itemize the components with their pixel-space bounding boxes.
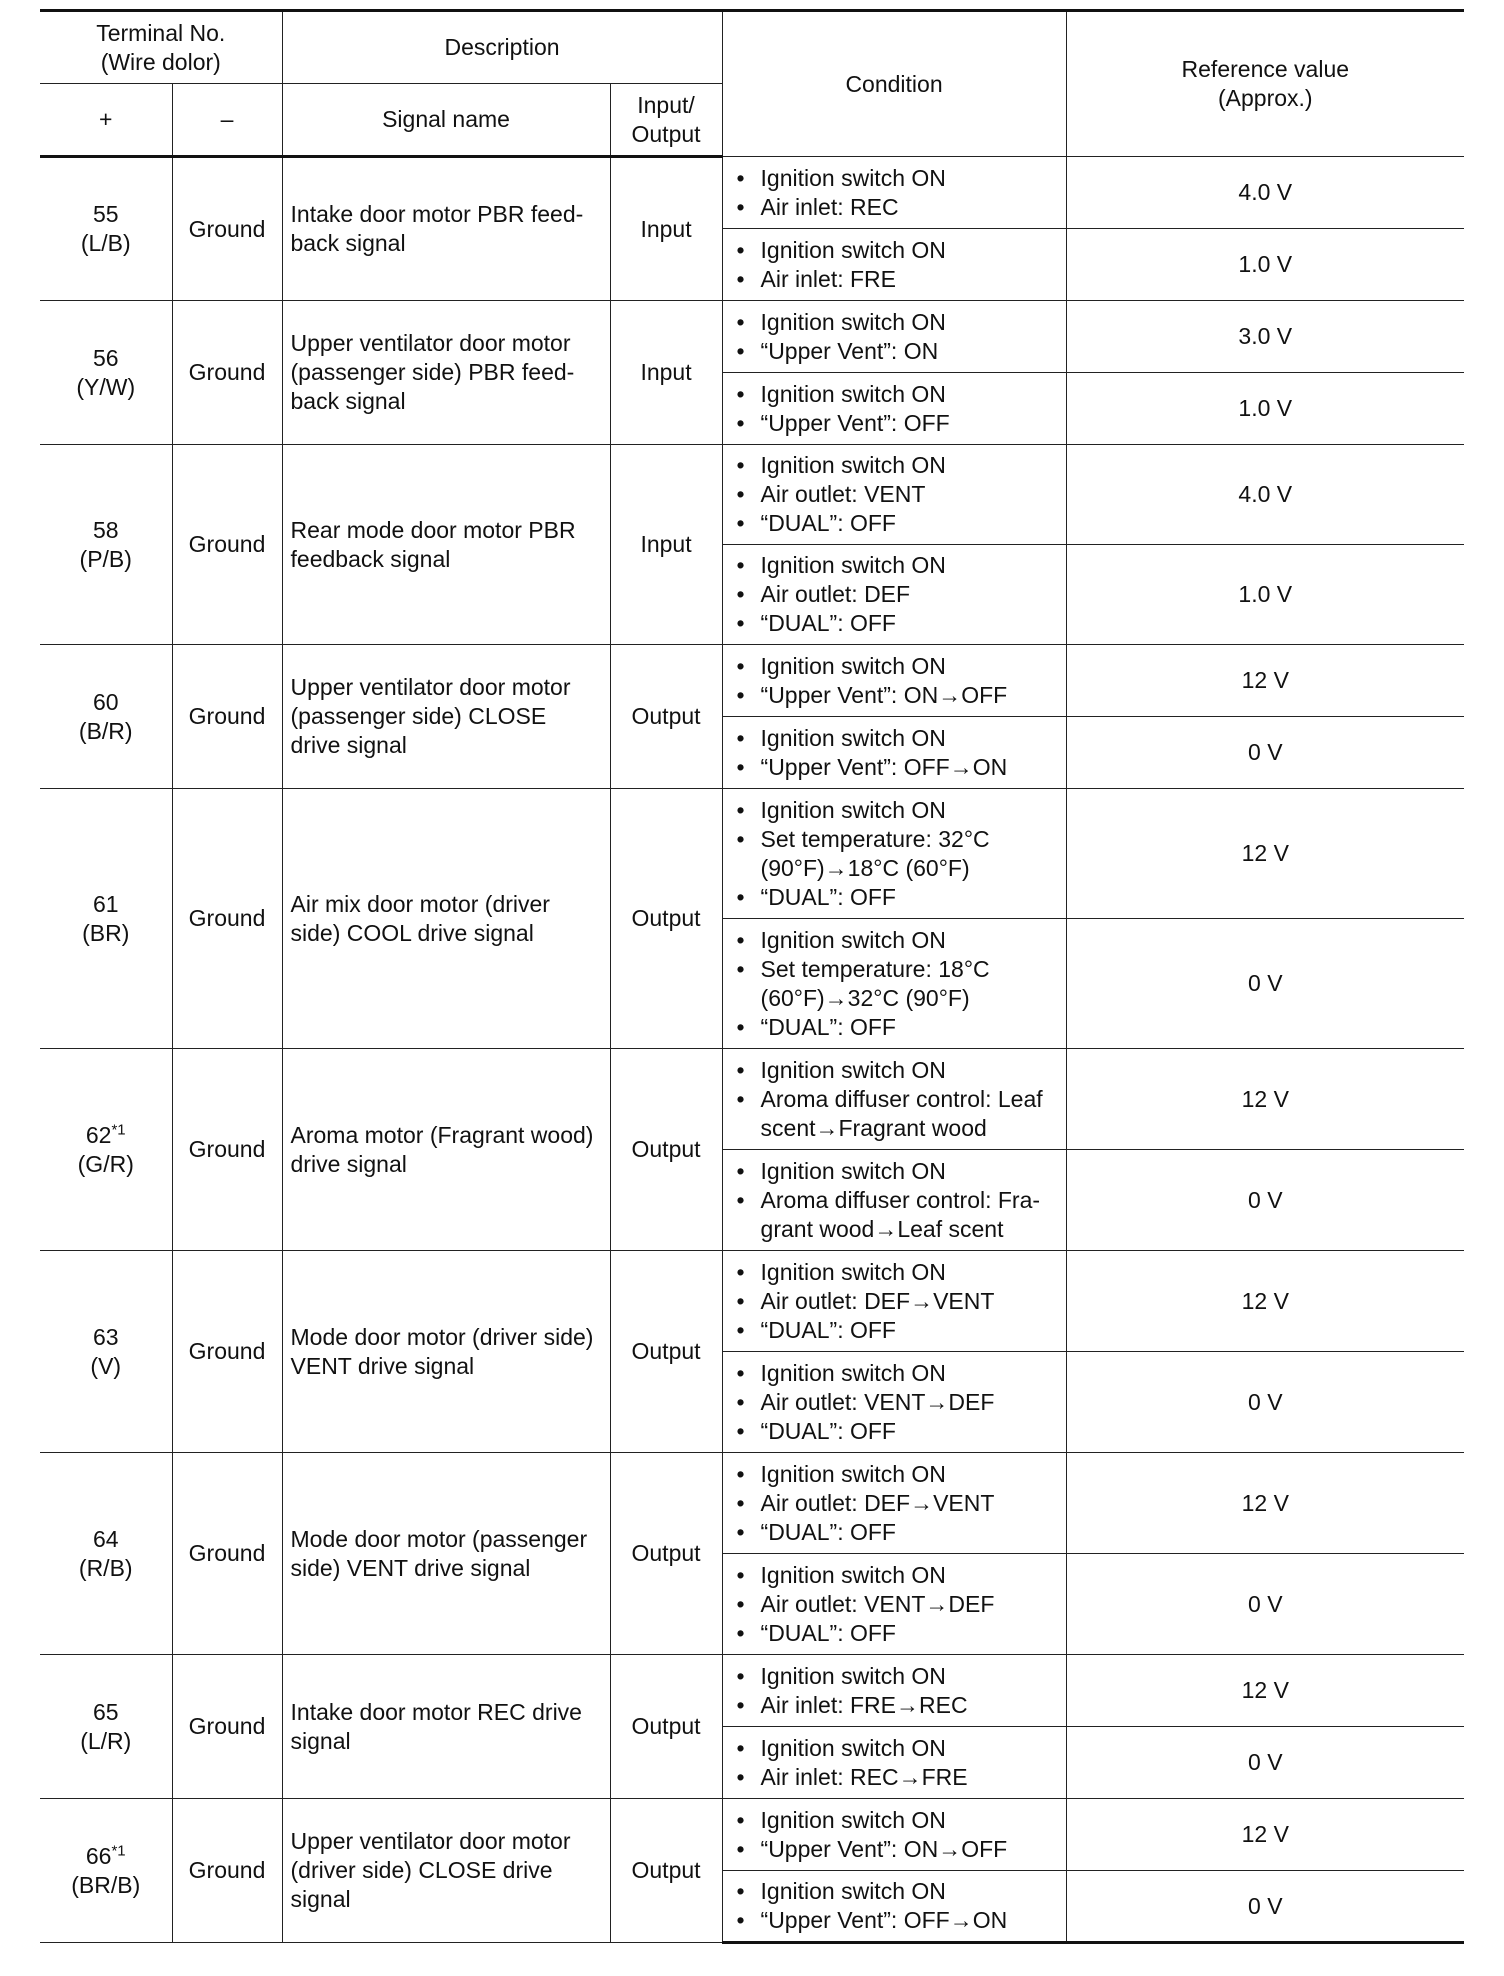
header-terminal-no-label: Terminal No. [96,19,226,46]
condition-cell [722,1554,1066,1655]
header-terminal-no [40,11,282,84]
condition-item: • Ignition switch ON [731,551,1058,580]
reference-value-cell: 0 V [1066,1871,1464,1943]
condition-list [731,1157,1058,1244]
header-plus: + [40,84,172,157]
condition-list [731,926,1058,1042]
condition-cell [722,1727,1066,1799]
condition-item: • Air outlet: DEF [731,580,1058,609]
condition-cell [722,1453,1066,1554]
condition-cell [722,1150,1066,1251]
signal-name-cell: Upper ventilator door motor (passenger side) PBR feed-back signal [282,301,610,445]
condition-item: • Air outlet: VENT→DEF [731,1590,1058,1619]
terminal-cell [40,789,172,1049]
reference-value-cell: 4.0 V [1066,445,1464,545]
ground-cell: Ground [172,789,282,1049]
table-row [40,301,1464,373]
reference-value-cell: 12 V [1066,789,1464,919]
terminal-cell [40,1049,172,1251]
ground-cell: Ground [172,1799,282,1943]
condition-item: • Air outlet: VENT [731,480,1058,509]
signal-name-cell: Rear mode door motor PBR feedback signal [282,445,610,645]
condition-cell [722,1049,1066,1150]
wire-color: (BR/B) [71,1871,141,1898]
io-cell: Output [610,1251,722,1453]
condition-cell [722,1352,1066,1453]
reference-value-cell: 12 V [1066,1799,1464,1871]
condition-item: • Set temperature: 18°C (60°F)→32°C (90°F) [731,955,1058,1013]
terminal-cell [40,1453,172,1655]
io-cell: Output [610,645,722,789]
io-cell: Output [610,789,722,1049]
condition-item: • Ignition switch ON [731,926,1058,955]
ground-cell: Ground [172,157,282,301]
terminal-cell [40,1251,172,1453]
signal-name-cell: Mode door motor (driver side) VENT drive signal [282,1251,610,1453]
wire-color: (G/R) [77,1150,134,1177]
ground-cell: Ground [172,1251,282,1453]
wire-color: (V) [90,1352,122,1379]
ground-cell: Ground [172,645,282,789]
condition-cell [722,1655,1066,1727]
header-minus: – [172,84,282,157]
terminal-number: 61 [92,890,119,917]
ground-cell: Ground [172,1655,282,1799]
condition-item: • “DUAL”: OFF [731,1013,1058,1042]
condition-item: • “Upper Vent”: OFF [731,409,1058,438]
condition-item: • Ignition switch ON [731,724,1058,753]
condition-cell [722,1871,1066,1943]
header-reference-value-label: Reference value [1181,56,1350,82]
reference-value-cell: 12 V [1066,1453,1464,1554]
io-cell: Output [610,1049,722,1251]
condition-cell [722,1799,1066,1871]
terminal-cell [40,645,172,789]
terminal-number: 60 [92,688,119,715]
io-cell: Input [610,445,722,645]
condition-list [731,451,1058,538]
condition-item: • “DUAL”: OFF [731,883,1058,912]
condition-list [731,1734,1058,1792]
table-row [40,1453,1464,1554]
condition-item: • Aroma diffuser control: Leaf scent→Fragrant wood [731,1085,1058,1143]
terminal-number: 55 [92,201,119,227]
reference-value-cell: 3.0 V [1066,301,1464,373]
condition-cell [722,645,1066,717]
reference-value-cell: 0 V [1066,1554,1464,1655]
terminal-reference-table [40,9,1464,1944]
condition-list [731,1662,1058,1720]
condition-item: • “DUAL”: OFF [731,609,1058,638]
condition-list [731,1258,1058,1345]
ground-cell: Ground [172,301,282,445]
table-row [40,789,1464,919]
signal-name-cell: Intake door motor PBR feed-back signal [282,157,610,301]
terminal-number: 64 [92,1525,119,1552]
terminal-number: 65 [92,1698,119,1725]
reference-value-cell: 12 V [1066,1251,1464,1352]
reference-value-cell: 1.0 V [1066,229,1464,301]
terminal-note: *1 [111,1120,126,1138]
condition-list [731,551,1058,638]
condition-item: • “Upper Vent”: ON→OFF [731,1835,1058,1864]
header-signal-name: Signal name [282,84,610,157]
terminal-cell [40,1655,172,1799]
condition-item: • Ignition switch ON [731,164,1058,193]
table-row [40,157,1464,229]
reference-value-cell: 1.0 V [1066,373,1464,445]
condition-item: • Air outlet: DEF→VENT [731,1489,1058,1518]
header-input-label: Input/ [637,91,695,118]
condition-list [731,236,1058,294]
terminal-number: 62 [85,1121,112,1148]
condition-item: • Ignition switch ON [731,1734,1058,1763]
condition-list [731,1056,1058,1143]
condition-item: • Ignition switch ON [731,1359,1058,1388]
wire-color: (R/B) [78,1554,133,1581]
wire-color: (L/B) [80,230,131,256]
condition-item: • Set temperature: 32°C (90°F)→18°C (60°F) [731,825,1058,883]
condition-cell [722,1251,1066,1352]
header-wire-color-label: (Wire dolor) [100,48,221,75]
condition-item: • “Upper Vent”: ON→OFF [731,681,1058,710]
terminal-note: *1 [111,1841,126,1859]
header-reference-value [1066,11,1464,157]
condition-item: • “DUAL”: OFF [731,1417,1058,1446]
terminal-cell [40,445,172,645]
terminal-number: 56 [92,344,119,371]
signal-name-cell: Mode door motor (passenger side) VENT drive signal [282,1453,610,1655]
condition-item: • Air inlet: REC [731,193,1058,222]
condition-item: • Ignition switch ON [731,1561,1058,1590]
condition-item: • “DUAL”: OFF [731,1518,1058,1547]
condition-item: • Ignition switch ON [731,1806,1058,1835]
reference-value-cell: 0 V [1066,717,1464,789]
condition-item: • Air inlet: REC→FRE [731,1763,1058,1792]
wire-color: (BR) [82,919,130,946]
table-body [40,157,1464,1943]
reference-value-cell: 1.0 V [1066,545,1464,645]
terminal-cell [40,301,172,445]
terminal-cell [40,157,172,301]
condition-item: • Ignition switch ON [731,1460,1058,1489]
condition-list [731,1359,1058,1446]
signal-name-cell: Intake door motor REC drive signal [282,1655,610,1799]
condition-list [731,1806,1058,1864]
condition-item: • Ignition switch ON [731,236,1058,265]
condition-item: • “Upper Vent”: ON [731,337,1058,366]
condition-item: • Ignition switch ON [731,380,1058,409]
condition-list [731,724,1058,782]
io-cell: Output [610,1453,722,1655]
condition-list [731,164,1058,222]
condition-list [731,308,1058,366]
condition-list [731,652,1058,710]
condition-item: • “DUAL”: OFF [731,509,1058,538]
condition-cell [722,373,1066,445]
table-row [40,1799,1464,1871]
terminal-number: 58 [92,516,119,543]
table-row [40,1655,1464,1727]
reference-value-cell: 0 V [1066,1150,1464,1251]
header-output-label: Output [631,120,701,147]
reference-value-cell: 12 V [1066,1655,1464,1727]
ground-cell: Ground [172,1453,282,1655]
condition-item: • Ignition switch ON [731,1877,1058,1906]
table-row [40,1049,1464,1150]
io-cell: Output [610,1655,722,1799]
header-description: Description [282,11,722,84]
condition-list [731,380,1058,438]
condition-cell [722,229,1066,301]
condition-item: • Air outlet: DEF→VENT [731,1287,1058,1316]
condition-cell [722,157,1066,229]
condition-cell [722,919,1066,1049]
condition-list [731,1877,1058,1935]
condition-item: • Ignition switch ON [731,308,1058,337]
table-row [40,1251,1464,1352]
condition-cell [722,717,1066,789]
condition-item: • Ignition switch ON [731,1662,1058,1691]
reference-value-cell: 4.0 V [1066,157,1464,229]
condition-cell [722,789,1066,919]
condition-item: • “Upper Vent”: OFF→ON [731,753,1058,782]
condition-item: • Ignition switch ON [731,1056,1058,1085]
signal-name-cell: Air mix door motor (driver side) COOL drive signal [282,789,610,1049]
condition-item: • Aroma diffuser control: Fra-grant wood→Leaf scent [731,1186,1058,1244]
condition-list [731,1460,1058,1547]
table-row [40,645,1464,717]
header-condition: Condition [722,11,1066,157]
reference-value-cell: 0 V [1066,1352,1464,1453]
condition-item: • Ignition switch ON [731,1157,1058,1186]
condition-cell [722,301,1066,373]
condition-cell [722,545,1066,645]
terminal-number: 63 [92,1323,119,1350]
condition-item: • “DUAL”: OFF [731,1316,1058,1345]
io-cell: Input [610,157,722,301]
terminal-cell [40,1799,172,1943]
wire-color: (B/R) [78,717,133,744]
condition-cell [722,445,1066,545]
ground-cell: Ground [172,1049,282,1251]
condition-item: • Ignition switch ON [731,451,1058,480]
io-cell: Output [610,1799,722,1943]
condition-item: • Ignition switch ON [731,652,1058,681]
wire-color: (P/B) [79,545,132,572]
io-cell: Input [610,301,722,445]
reference-value-cell: 0 V [1066,1727,1464,1799]
wire-color: (L/R) [80,1727,132,1754]
table-row [40,445,1464,545]
signal-name-cell: Aroma motor (Fragrant wood) drive signal [282,1049,610,1251]
reference-value-cell: 12 V [1066,645,1464,717]
signal-name-cell: Upper ventilator door motor (passenger side) CLOSE drive signal [282,645,610,789]
ground-cell: Ground [172,445,282,645]
condition-list [731,796,1058,912]
header-input-output [610,84,722,157]
condition-item: • “DUAL”: OFF [731,1619,1058,1648]
reference-value-cell: 0 V [1066,919,1464,1049]
condition-item: • Air inlet: FRE [731,265,1058,294]
condition-item: • Air inlet: FRE→REC [731,1691,1058,1720]
signal-name-cell: Upper ventilator door motor (driver side) CLOSE drive signal [282,1799,610,1943]
condition-item: • Ignition switch ON [731,1258,1058,1287]
condition-list [731,1561,1058,1648]
reference-value-cell: 12 V [1066,1049,1464,1150]
condition-item: • “Upper Vent”: OFF→ON [731,1906,1058,1935]
terminal-number: 66 [85,1842,112,1869]
condition-item: • Air outlet: VENT→DEF [731,1388,1058,1417]
condition-item: • Ignition switch ON [731,796,1058,825]
wire-color: (Y/W) [76,373,136,400]
header-approx-label: (Approx.) [1217,85,1313,111]
